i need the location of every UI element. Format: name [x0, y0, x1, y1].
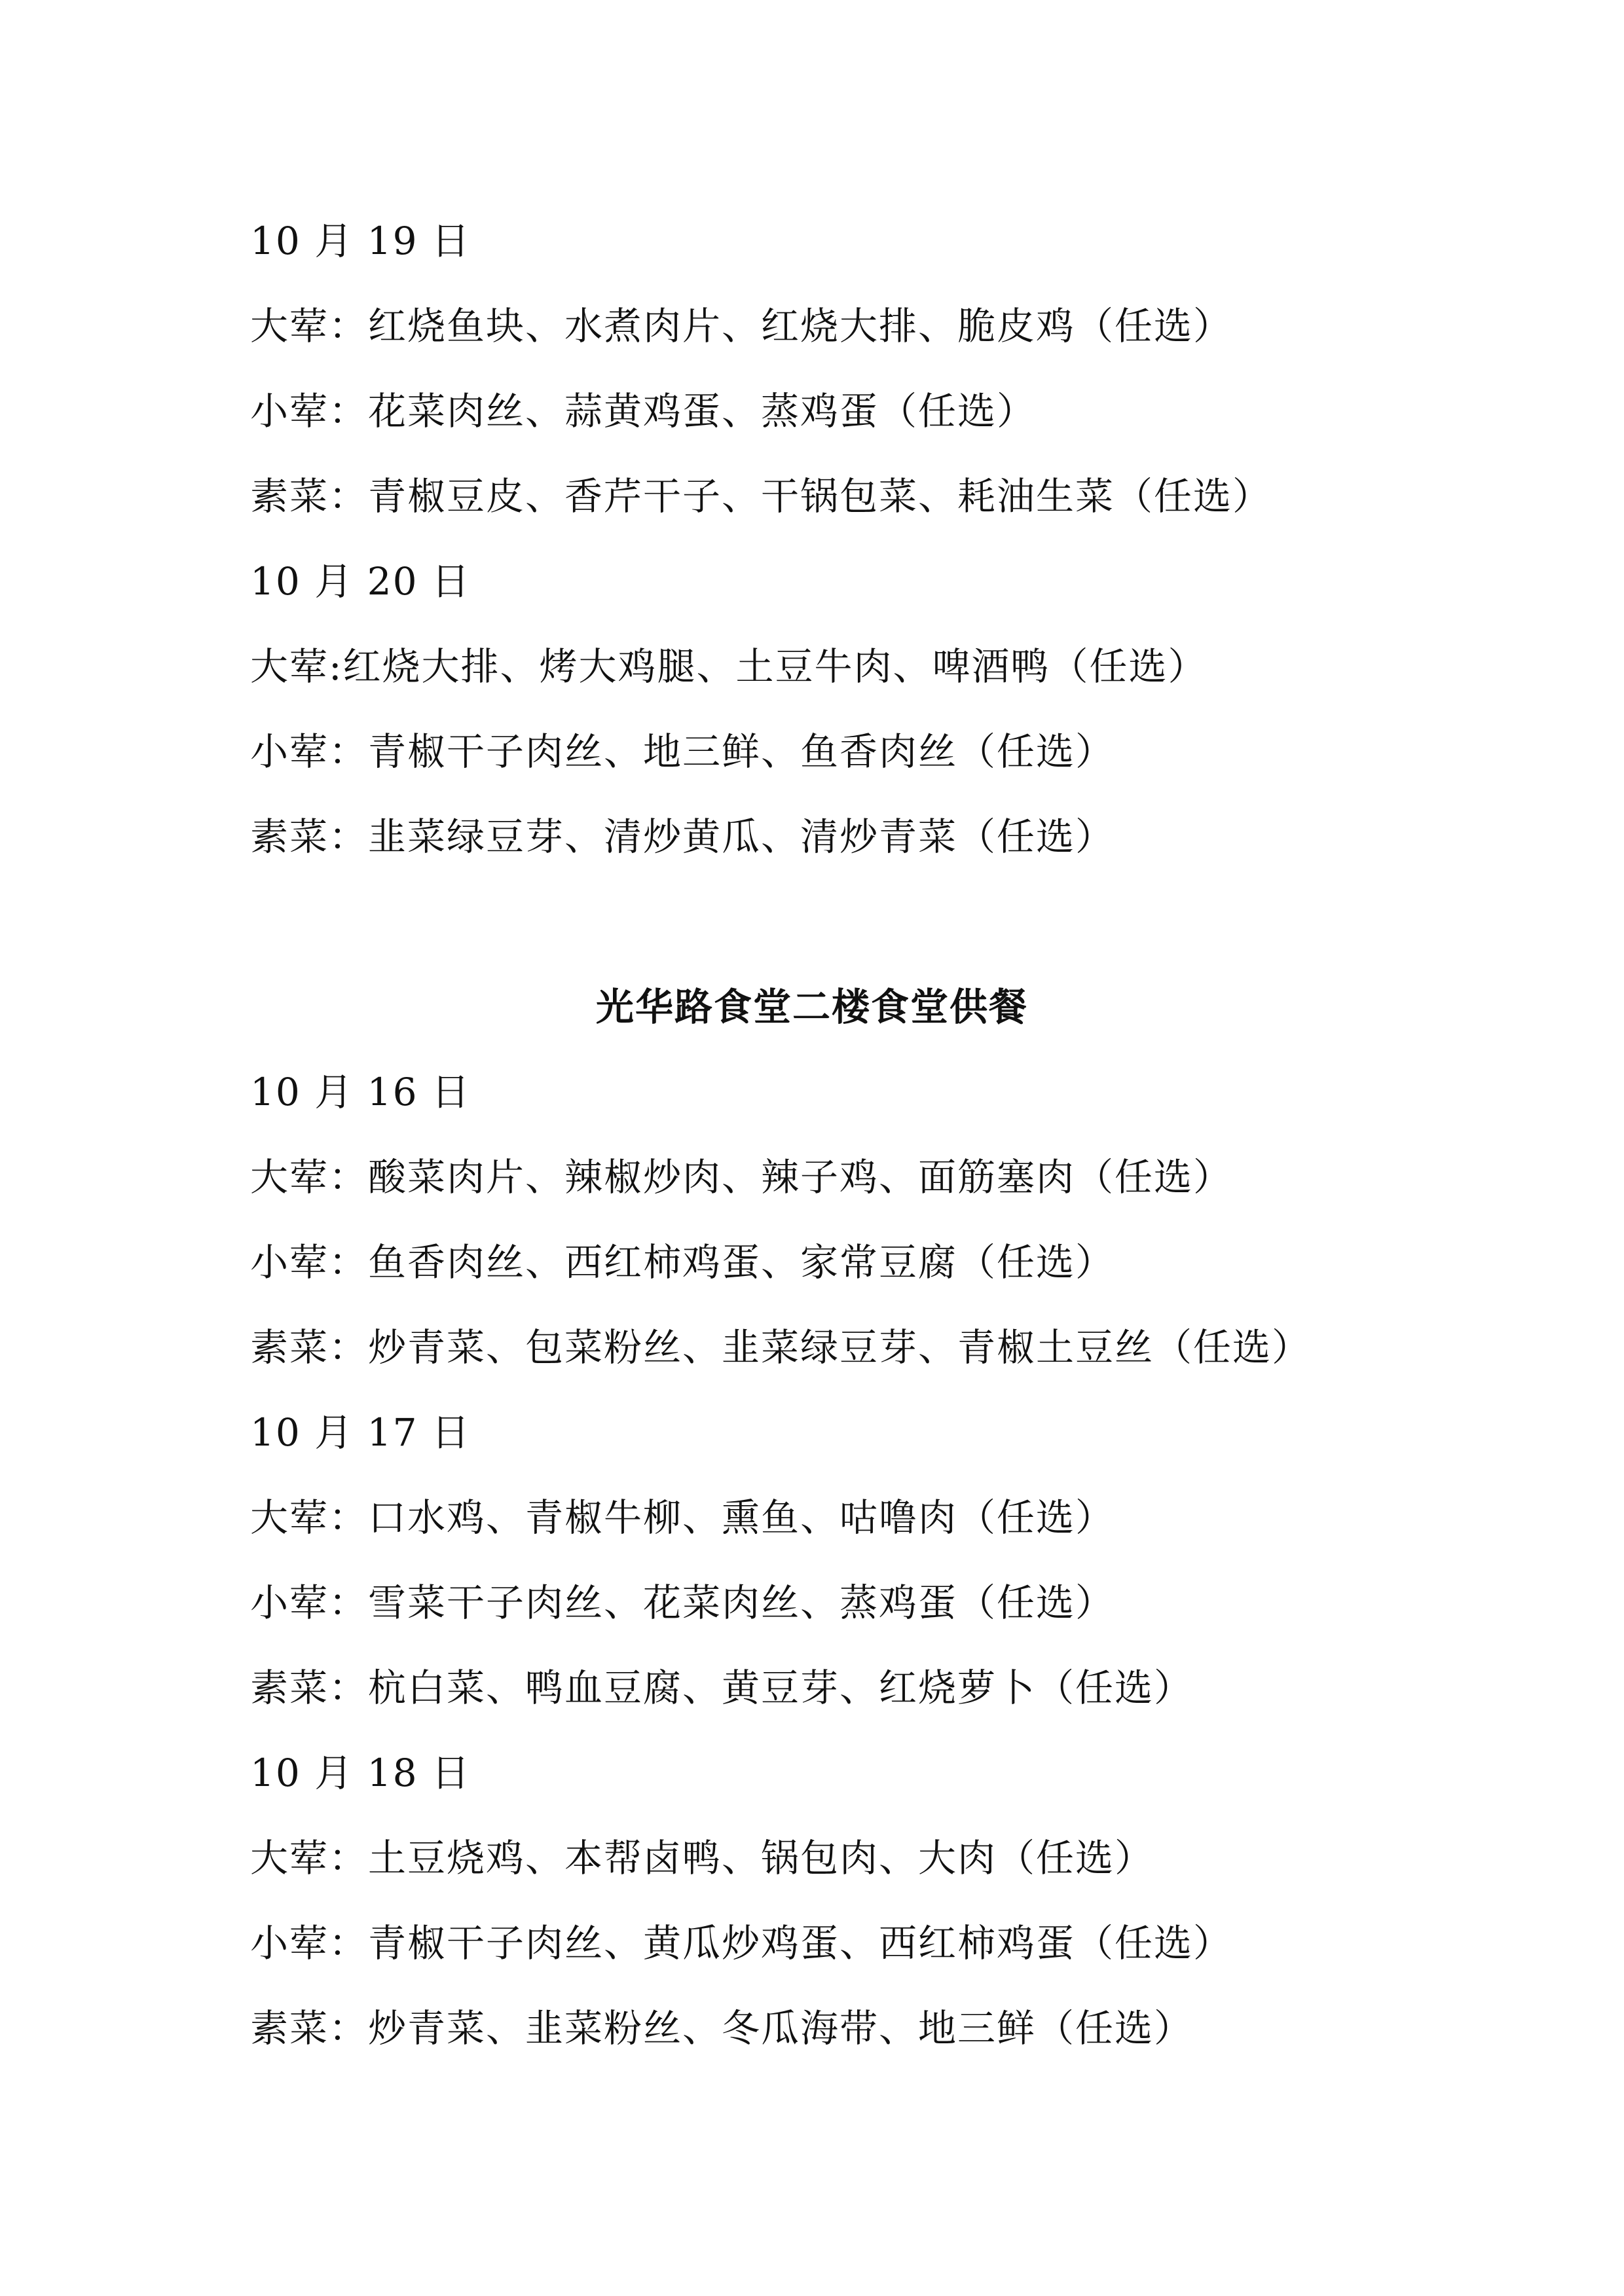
da-hun-line: 大荤:红烧大排、烤大鸡腿、土豆牛肉、啤酒鸭（任选）: [250, 644, 1208, 689]
su-cai-line: 素菜：青椒豆皮、香芹干子、干锅包菜、耗油生菜（任选）: [250, 474, 1272, 519]
da-hun-line: 大荤：红烧鱼块、水煮肉片、红烧大排、脆皮鸡（任选）: [250, 304, 1233, 348]
da-hun-line: 大荤：土豆烧鸡、本帮卤鸭、锅包肉、大肉（任选）: [250, 1836, 1154, 1880]
xiao-hun-line: 小荤：鱼香肉丝、西红柿鸡蛋、家常豆腐（任选）: [250, 1240, 1115, 1285]
xiao-hun-line: 小荤：青椒干子肉丝、地三鲜、鱼香肉丝（任选）: [250, 729, 1115, 774]
su-cai-line: 素菜：炒青菜、韭菜粉丝、冬瓜海带、地三鲜（任选）: [250, 2006, 1194, 2050]
xiao-hun-line: 小荤：青椒干子肉丝、黄瓜炒鸡蛋、西红柿鸡蛋（任选）: [250, 1921, 1233, 1965]
da-hun-line: 大荤：酸菜肉片、辣椒炒肉、辣子鸡、面筋塞肉（任选）: [250, 1155, 1233, 1199]
section-heading: 光华路食堂二楼食堂供餐: [595, 985, 1028, 1029]
date-line: 10 月 17 日: [250, 1410, 471, 1455]
su-cai-line: 素菜：韭菜绿豆芽、清炒黄瓜、清炒青菜（任选）: [250, 814, 1115, 859]
date-line: 10 月 18 日: [250, 1751, 471, 1795]
date-line: 10 月 19 日: [250, 219, 471, 263]
su-cai-line: 素菜：杭白菜、鸭血豆腐、黄豆芽、红烧萝卜（任选）: [250, 1666, 1194, 1710]
su-cai-line: 素菜：炒青菜、包菜粉丝、韭菜绿豆芽、青椒土豆丝（任选）: [250, 1325, 1312, 1370]
date-line: 10 月 20 日: [250, 559, 471, 604]
xiao-hun-line: 小荤：花菜肉丝、蒜黄鸡蛋、蒸鸡蛋（任选）: [250, 389, 1037, 433]
xiao-hun-line: 小荤：雪菜干子肉丝、花菜肉丝、蒸鸡蛋（任选）: [250, 1580, 1115, 1625]
da-hun-line: 大荤：口水鸡、青椒牛柳、熏鱼、咕噜肉（任选）: [250, 1495, 1115, 1540]
date-line: 10 月 16 日: [250, 1070, 471, 1114]
